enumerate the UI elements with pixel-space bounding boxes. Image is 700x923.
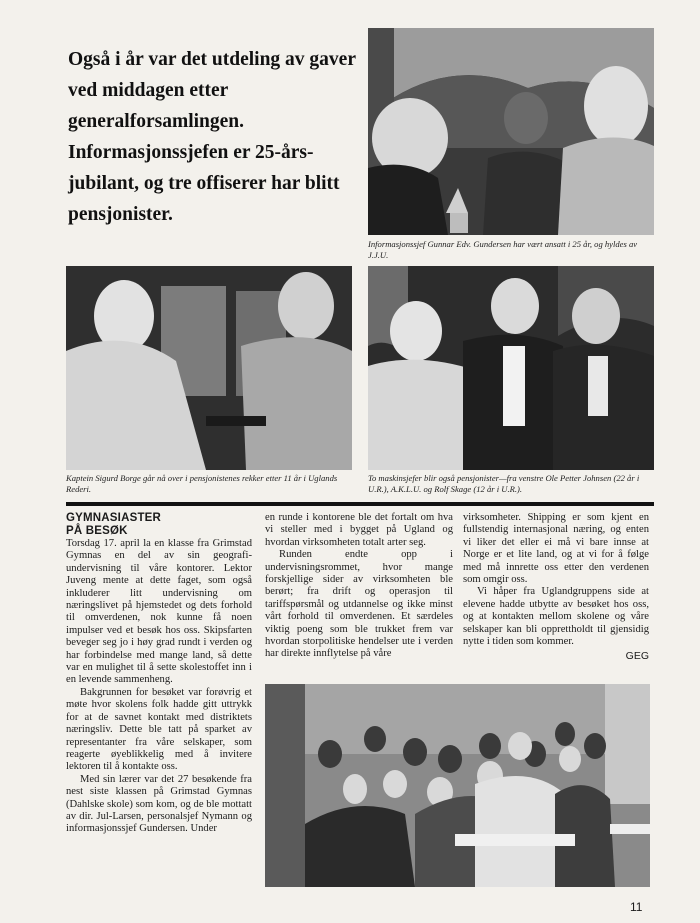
article-title-line-1: GYMNASIASTER <box>66 512 162 524</box>
paragraph: Runden endte opp i undervisningsrommet, hvor mange forskjellige sider av virksomheten ble berørt; fra drift og operasjon til tariffspørsmål og utdannelse og ikke minst vårt forhold til omverdenen. Et særdeles viktig poeng som ble trukket frem var hvordan storpolitiske hendelser ute i verden har direkte innflytelse på våre <box>265 549 453 660</box>
article-column-1 <box>66 512 252 836</box>
paragraph: virksomheter. Shipping er som kjent en fullstendig internasjonal næring, og enten vi liker det eller ei må vi bare innse at Norge er et lite land, og at vi for å følge med må innrette oss etter den verdenen som omgir oss. <box>463 512 649 586</box>
section-divider <box>66 502 654 506</box>
photo-borge <box>66 266 352 470</box>
caption-borge: Kaptein Sigurd Borge går nå over i pensjonistenes rekker etter 11 år i Uglands Rederi. <box>66 473 338 494</box>
page-number: 11 <box>630 900 643 914</box>
caption-engineers: To maskinsjefer blir også pensjonister—fra venstre Ole Petter Johnsen (22 år i U.R.), A.K.L.U. og Rolf Skage (12 år i U.R.). <box>368 473 640 494</box>
paragraph: Vi håper fra Uglandgruppens side at elevene hadde utbytte av besøket hos oss, og at kontakten mellom skolene og våre selskaper kan bli opprettholdt til gjensidig nytte i tiden som kommer. <box>463 586 649 648</box>
article-title <box>66 512 252 538</box>
photo-engineers <box>368 266 654 470</box>
photo-jubilee <box>368 28 654 235</box>
article-column-2 <box>265 512 453 661</box>
article-title-line-2: PÅ BESØK <box>66 525 128 537</box>
signature: GEG <box>625 650 649 663</box>
caption-jubilee: Informasjonssjef Gunnar Edv. Gundersen har vært ansatt i 25 år, og hyldes av J.J.U. <box>368 239 638 260</box>
paragraph: Bakgrunnen for besøket var forøvrig et møte hvor skolens folk hadde gitt uttrykk for at de savnet kontakt med distriktets næringsliv. Dette ble tatt på sparket av representanter fra våre selskaper, som reagerte øyeblikkelig med å invitere lektoren til å kontakte oss. <box>66 686 252 773</box>
article-column-3 <box>463 512 649 663</box>
photo-classroom <box>265 684 650 887</box>
paragraph: Med sin lærer var det 27 besøkende fra nest siste klassen på Grimstad Gymnas (Dahlske skole) som kom, og de ble mottatt av dir. Jul-Larsen, personalsjef Nymann og informasjonssjef Gundersen. Under <box>66 773 252 835</box>
paragraph: en runde i kontorene ble det fortalt om hva vi steller med i bygget på Ugland og hvordan virksomheten totalt arter seg. <box>265 512 453 548</box>
paragraph: Torsdag 17. april la en klasse fra Grimstad Gymnas en del av sin geografi-undervisning til våre kontorer. Lektor Juveng mente at dette faget, som også inkluderer litt undervisning om næringslivet på hjemstedet og dets forhold til omverdenen, nok kunne få noen impulser ved et besøk hos oss. Skipsfarten beveger seg jo i høy grad rundt i verden og har forbindelse med mange land, så dette var en mulighet til å sette skolestoffet inn i en levende sammenheng. <box>66 538 252 686</box>
headline: Også i år var det utdeling av gaver ved middagen etter generalforsamlingen. Informasjonssjefen er 25-års-jubilant, og tre offiserer har blitt pensjonister. <box>68 49 356 225</box>
